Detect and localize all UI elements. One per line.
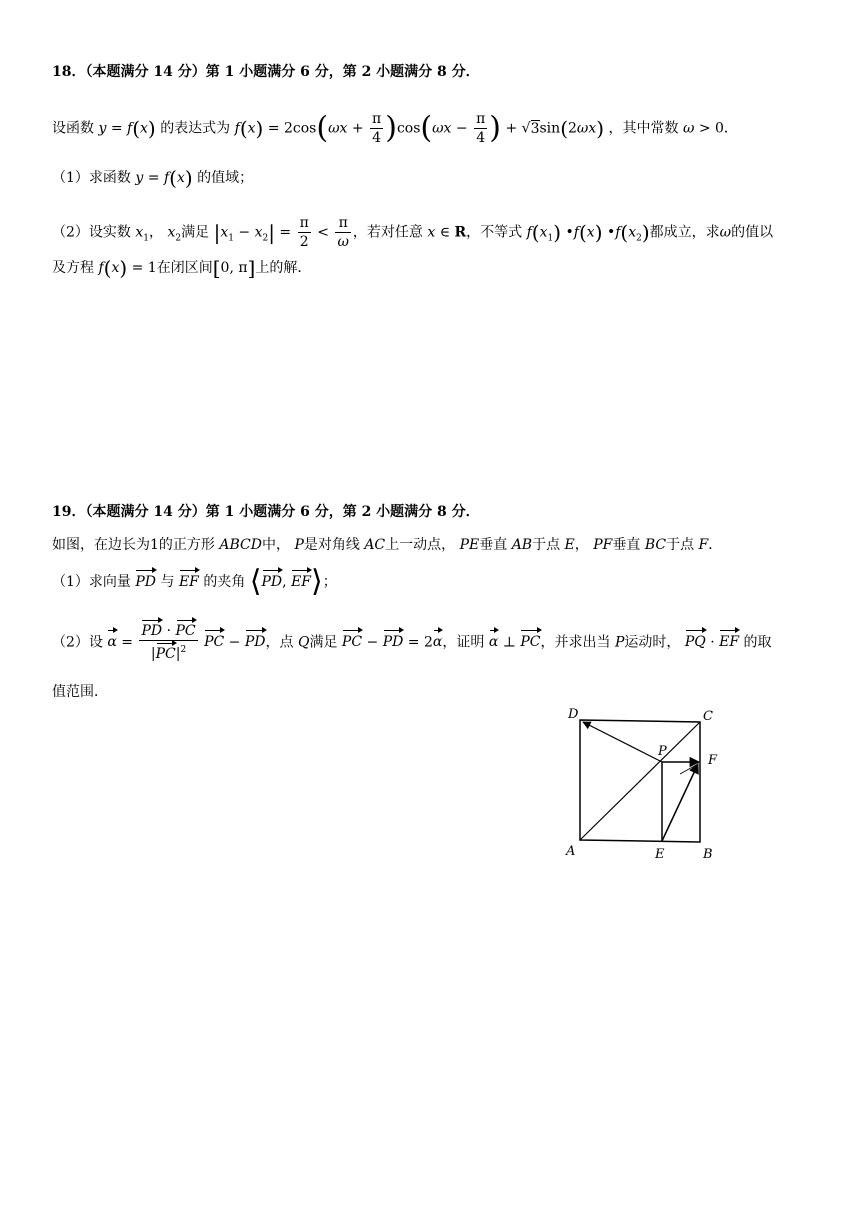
q19-part2: （2）设 α = $\frac{PD \cdot PC}{|PC|^2}$ PC − PD，点 Q满足 PC − PD = 2α，证明 α ⊥ PC，并求出当 P运动时， PQ · EF 的取 [52, 623, 772, 662]
q18-intro: 设函数 y = f(x) 的表达式为 f(x) = 2cos(ωx + $\frac{\pi}{4}$ )cos(ωx − $\frac{\pi}{4}$ ) + √3sin(2ωx) ，其中常数 ω > 0． [52, 110, 738, 146]
vector-pd [583, 722, 662, 762]
q18-intro-text-b: 的表达式为 [160, 120, 231, 137]
q18-header: 18．（本题满分 14 分）第 1 小题满分 6 分，第 2 小题满分 8 分． [52, 64, 480, 80]
q19-part1: （1）求向量 PD 与 EF 的夹角 ⟨PD, EF⟩； [52, 564, 337, 599]
diagonal-ac [580, 722, 700, 840]
q19-part3: 值范围． [52, 684, 108, 700]
label-d: D [568, 707, 579, 722]
q18-intro-text-a: 设函数 [52, 120, 94, 137]
frac-pi-4b: $\frac{\pi}{4}$ [476, 111, 486, 146]
frac-pi-4: $\frac{\pi}{4}$ [372, 111, 382, 146]
label-b: B [703, 847, 713, 862]
label-c: C [703, 709, 713, 724]
square-figure [560, 700, 730, 874]
q18-part2: （2）设实数 $x_1$， $x_2$满足 $|x_1 - x_2|$ = $\frac{\pi}{2}$ < $\frac{\pi}{\omega}$ ，若对任意 x ∈ R，不等式 $f(x_1)$ •f(x) $•f(x_2)$都成立，求ω的值以 [52, 215, 774, 250]
square-diagram [560, 700, 730, 870]
q18-part2-text-a: （2）设实数 [52, 224, 131, 241]
q19-intro: 如图，在边长为1的正方形 ABCD中， P是对角线 AC上一动点， PE垂直 AB于点 E， PF垂直 BC于点 F． [52, 537, 723, 553]
label-a: A [566, 844, 576, 859]
vector-ef [662, 764, 698, 841]
label-f: F [708, 753, 718, 768]
q18-intro-text-c: ，其中常数 [608, 120, 679, 137]
label-e: E [655, 847, 665, 862]
label-p: P [658, 744, 667, 759]
q18-part3: 及方程 f(x) = 1在闭区间[0, π]上的解． [52, 256, 312, 280]
q18-part1-text-a: （1）求函数 [52, 170, 131, 186]
q18-part1-text-b: 的值域； [197, 170, 254, 186]
q19-header: 19．（本题满分 14 分）第 1 小题满分 6 分，第 2 小题满分 8 分． [52, 504, 480, 520]
q18-part1: （1）求函数 y = f(x) 的值域； [52, 166, 254, 190]
